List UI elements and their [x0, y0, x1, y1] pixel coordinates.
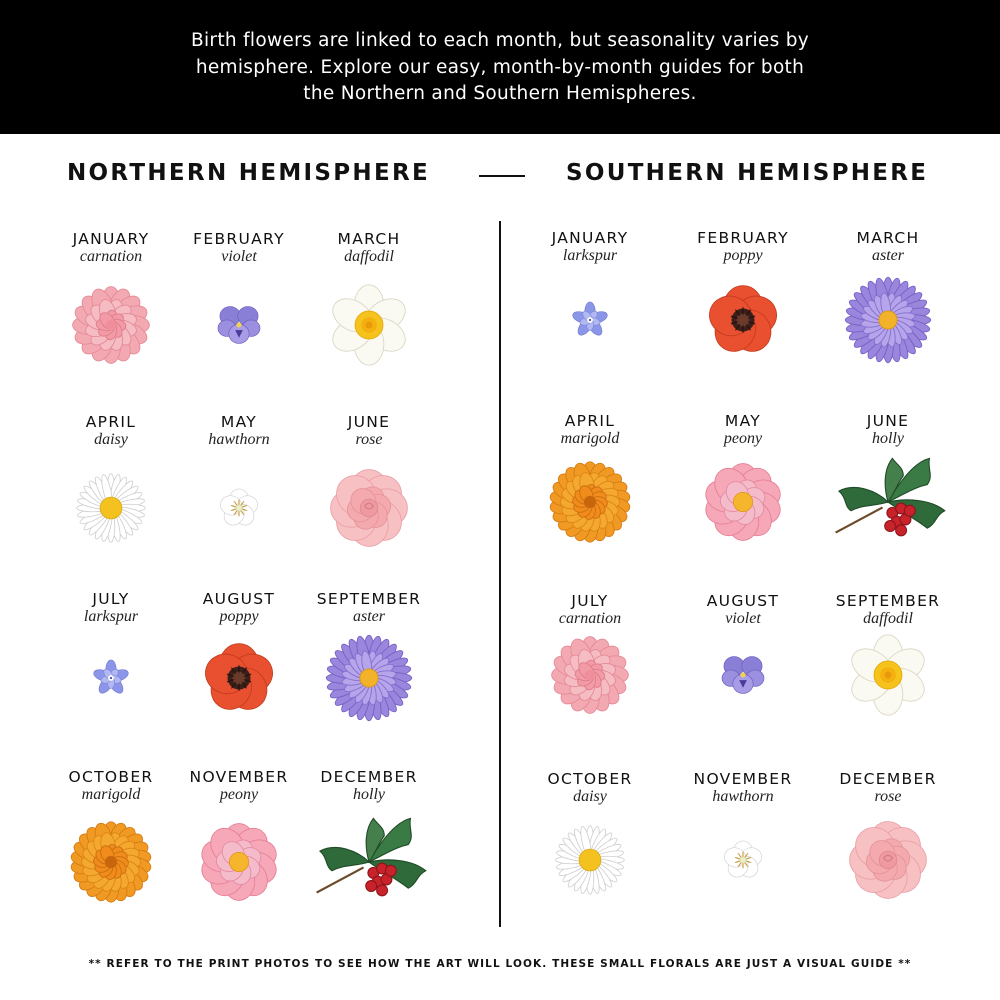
- northern-month-december: [309, 768, 429, 804]
- flower-label: daffodil: [863, 610, 913, 627]
- flower-label: holly: [353, 786, 385, 803]
- poppy-icon: [194, 633, 284, 723]
- aster-icon: [838, 270, 938, 370]
- flower-label: aster: [872, 247, 904, 264]
- peony-icon: [191, 814, 287, 910]
- flower-label: holly: [872, 430, 904, 447]
- hawthorn-icon: [708, 825, 778, 895]
- southern-month-december: [828, 770, 948, 806]
- peony-icon: [695, 454, 791, 550]
- southern-month-april: [530, 412, 650, 448]
- northern-heading: NORTHERN HEMISPHERE: [67, 160, 431, 186]
- month-label: JUNE: [347, 413, 391, 431]
- holly-icon: [828, 442, 948, 562]
- month-label: APRIL: [564, 412, 616, 430]
- southern-month-august: [683, 592, 803, 628]
- month-label: AUGUST: [202, 590, 276, 608]
- flower-label: poppy: [219, 608, 259, 625]
- month-label: DECEMBER: [839, 770, 937, 788]
- southern-heading: SOUTHERN HEMISPHERE: [566, 160, 929, 186]
- flower-label: rose: [874, 788, 902, 805]
- daisy-icon: [65, 462, 157, 554]
- carnation-icon: [542, 627, 638, 723]
- southern-month-january: [530, 229, 650, 265]
- northern-month-october: [51, 768, 171, 804]
- southern-month-september: [828, 592, 948, 628]
- northern-month-june: [309, 413, 429, 449]
- rose-icon: [321, 460, 417, 556]
- month-label: SEPTEMBER: [835, 592, 941, 610]
- northern-month-august: [179, 590, 299, 626]
- flower-label: violet: [725, 610, 761, 627]
- month-label: DECEMBER: [320, 768, 418, 786]
- intro-line-2: hemisphere. Explore our easy, month-by-month guides for both: [195, 56, 805, 78]
- flower-label: larkspur: [83, 608, 139, 625]
- larkspur-icon: [79, 646, 143, 710]
- southern-month-march: [828, 229, 948, 265]
- rose-icon: [840, 812, 936, 908]
- flower-label: daisy: [94, 431, 128, 448]
- daisy-icon: [544, 814, 636, 906]
- hawthorn-icon: [204, 473, 274, 543]
- flower-label: poppy: [723, 247, 763, 264]
- heading-divider: [479, 175, 525, 177]
- flower-label: violet: [221, 248, 257, 265]
- month-label: OCTOBER: [547, 770, 633, 788]
- flower-label: hawthorn: [208, 431, 270, 448]
- intro-line-1: Birth flowers are linked to each month, but seasonality varies by: [191, 30, 809, 51]
- marigold-icon: [63, 814, 159, 910]
- month-label: MARCH: [337, 230, 401, 248]
- northern-month-september: [309, 590, 429, 626]
- month-label: JANUARY: [551, 229, 629, 247]
- flower-label: peony: [723, 430, 763, 447]
- month-label: JULY: [571, 592, 609, 610]
- carnation-icon: [63, 277, 159, 373]
- poppy-icon: [698, 275, 788, 365]
- violet-icon: [708, 640, 778, 710]
- northern-month-may: [179, 413, 299, 449]
- daffodil-icon: [321, 277, 417, 373]
- northern-month-january: [51, 230, 171, 266]
- southern-month-october: [530, 770, 650, 806]
- flower-label: peony: [219, 786, 259, 803]
- month-label: MARCH: [856, 229, 920, 247]
- month-label: APRIL: [85, 413, 137, 431]
- flower-label: marigold: [81, 786, 141, 803]
- intro-text: [170, 28, 830, 108]
- intro-line-3: the Northern and Southern Hemispheres.: [303, 83, 697, 104]
- aster-icon: [319, 628, 419, 728]
- month-label: AUGUST: [706, 592, 780, 610]
- northern-month-april: [51, 413, 171, 449]
- northern-month-february: [179, 230, 299, 266]
- flower-label: aster: [353, 608, 385, 625]
- flower-label: carnation: [79, 248, 143, 265]
- month-label: OCTOBER: [68, 768, 154, 786]
- marigold-icon: [542, 454, 638, 550]
- southern-month-november: [683, 770, 803, 806]
- northern-month-march: [309, 230, 429, 266]
- holly-icon: [309, 802, 429, 922]
- flower-label: larkspur: [562, 247, 618, 264]
- larkspur-icon: [558, 288, 622, 352]
- month-label: JANUARY: [72, 230, 150, 248]
- northern-month-july: [51, 590, 171, 626]
- month-label: MAY: [724, 412, 762, 430]
- flower-label: carnation: [558, 610, 622, 627]
- month-label: SEPTEMBER: [316, 590, 422, 608]
- flower-label: daffodil: [344, 248, 394, 265]
- footer-note: ** REFER TO THE PRINT PHOTOS TO SEE HOW THE ART WILL LOOK. THESE SMALL FLORALS ARE JUST A VISUAL GUIDE **: [88, 958, 912, 970]
- flower-label: rose: [355, 431, 383, 448]
- southern-month-february: [683, 229, 803, 265]
- month-label: NOVEMBER: [693, 770, 793, 788]
- flower-label: daisy: [573, 788, 607, 805]
- month-label: FEBRUARY: [193, 230, 285, 248]
- month-label: FEBRUARY: [697, 229, 789, 247]
- southern-month-may: [683, 412, 803, 448]
- northern-month-november: [179, 768, 299, 804]
- month-label: JUNE: [866, 412, 910, 430]
- daffodil-icon: [840, 627, 936, 723]
- month-label: JULY: [92, 590, 130, 608]
- violet-icon: [204, 290, 274, 360]
- hemisphere-divider: [499, 221, 501, 927]
- intro-banner: [0, 0, 1000, 134]
- flower-label: hawthorn: [712, 788, 774, 805]
- southern-month-july: [530, 592, 650, 628]
- flower-label: marigold: [560, 430, 620, 447]
- month-label: MAY: [220, 413, 258, 431]
- month-label: NOVEMBER: [189, 768, 289, 786]
